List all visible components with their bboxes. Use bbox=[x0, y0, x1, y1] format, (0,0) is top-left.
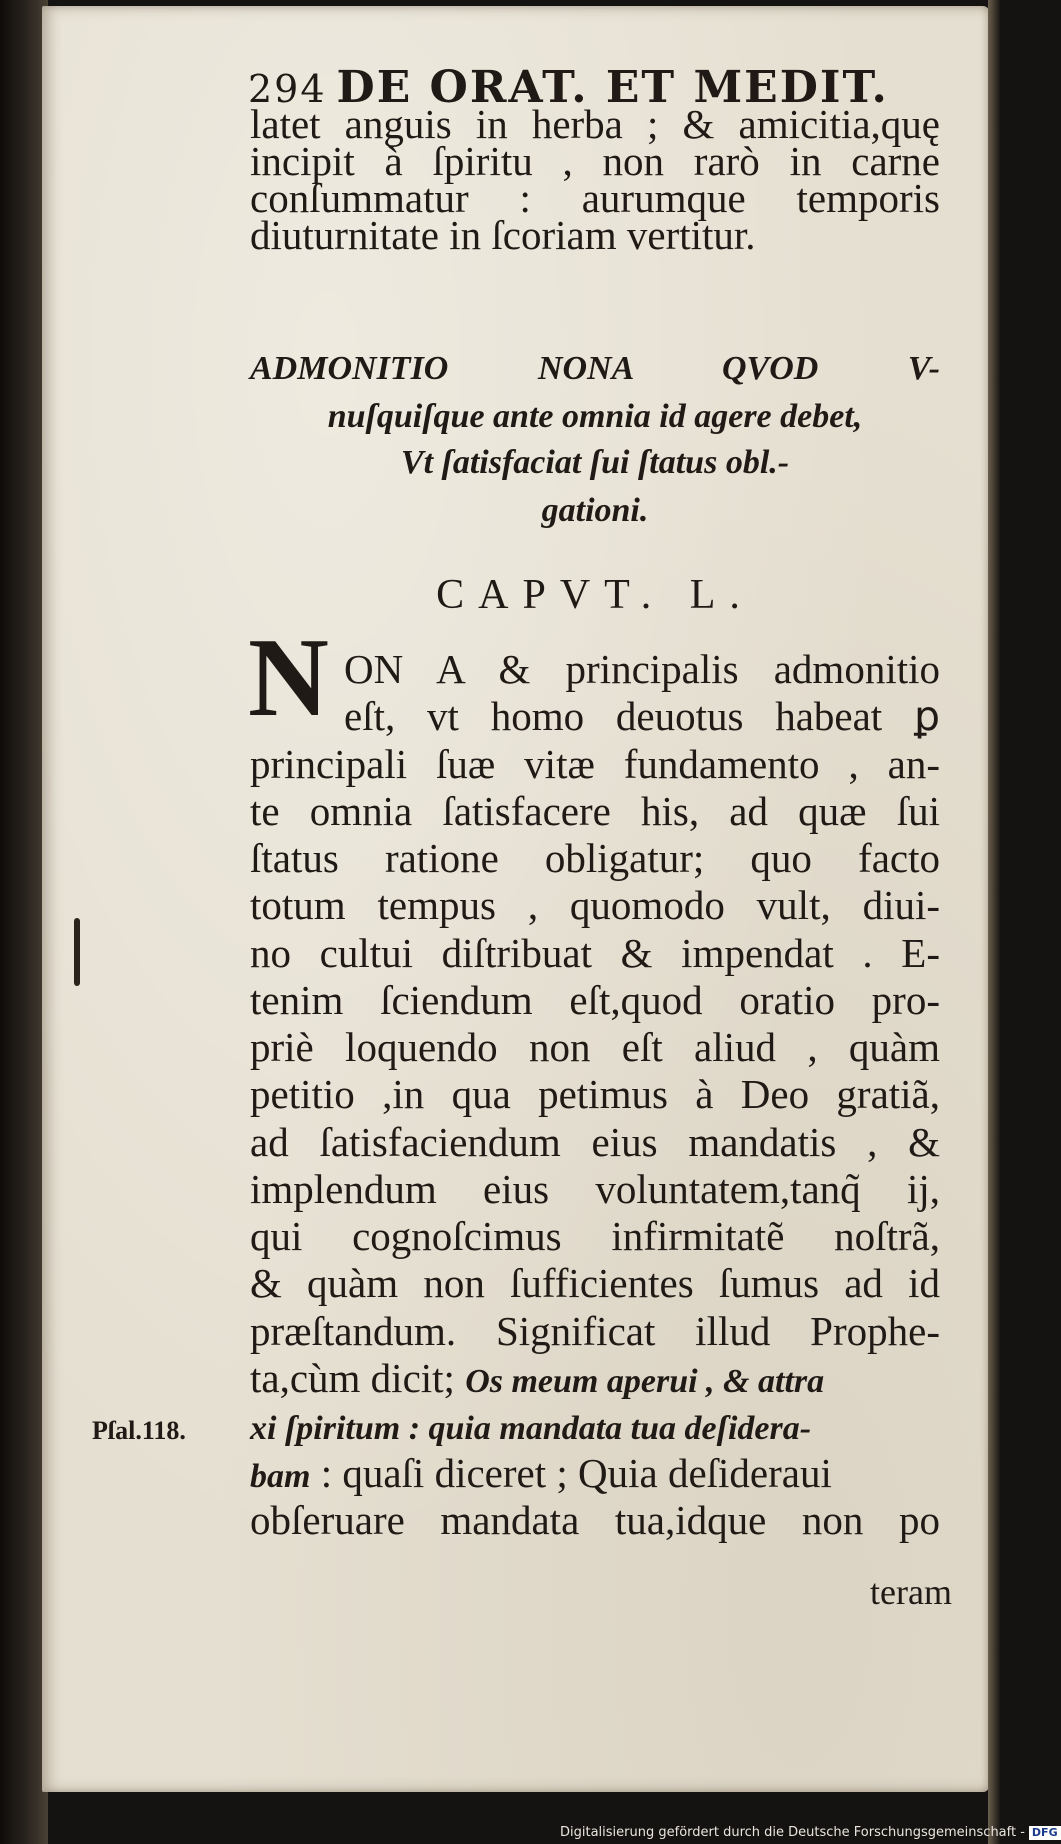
text-line bbox=[250, 1401, 940, 1453]
page-edge bbox=[988, 0, 1000, 1844]
psalm-quote: Os meum aperui , & attra bbox=[465, 1363, 825, 1400]
text-line: tenim ſciendum eſt,quod oratio pro- bbox=[250, 977, 940, 1023]
dfg-logo: DFG bbox=[1029, 1826, 1061, 1840]
text-line: no cultui diſtribuat & impendat . E- bbox=[250, 930, 940, 976]
catchword: teram bbox=[870, 1572, 952, 1612]
text-line: diuturnitate in ſcoriam vertitur. bbox=[250, 212, 756, 258]
chapter-heading-line: ADMONITIO NONA QVOD V- bbox=[250, 350, 940, 387]
psalm-quote: xi ſpiritum : quia mandata tua deſidera- bbox=[250, 1410, 812, 1447]
psalm-quote: bam bbox=[250, 1458, 311, 1495]
book-spine-shadow bbox=[0, 0, 48, 1844]
chapter-heading-line: nuſquiſque ante omnia id agere debet, bbox=[327, 398, 863, 435]
text-line: latet anguis in herba ; & amicitia,quę bbox=[250, 101, 940, 147]
drop-cap: N bbox=[248, 616, 329, 740]
text-line: ſtatus ratione obligatur; quo facto bbox=[250, 835, 940, 881]
text-line: totum tempus , quomodo vult, diui- bbox=[250, 882, 940, 928]
footer-text: Digitalisierung gefördert durch die Deutsche Forschungsgemeinschaft - bbox=[560, 1825, 1025, 1840]
text-line: qui cognoſcimus infirmitatẽ noſtrã, bbox=[250, 1213, 940, 1259]
margin-mark bbox=[74, 918, 80, 986]
text-line: priè loquendo non eſt aliud , quàm bbox=[250, 1024, 940, 1070]
page-number: 294 bbox=[248, 67, 327, 111]
text-segment: ta,cùm dicit; bbox=[250, 1355, 466, 1401]
text-line: te omnia ſatisfacere his, ad quæ ſui bbox=[250, 788, 940, 834]
text-line: petitio ,in qua petimus à Deo gratiã, bbox=[250, 1071, 940, 1117]
text-line: implendum eius voluntatem,tanq̃ ij, bbox=[250, 1166, 940, 1212]
text-line: incipit à ſpiritu , non rarò in carne bbox=[250, 138, 940, 184]
text-line: obſeruare mandata tua,idque non po bbox=[250, 1497, 940, 1543]
text-line: præſtandum. Significat illud Prophe- bbox=[250, 1308, 940, 1354]
text-line: ad ſatisfaciendum eius mandatis , & bbox=[250, 1119, 940, 1165]
text-line: & quàm non ſufficientes ſumus ad id bbox=[250, 1260, 940, 1306]
text-line bbox=[250, 1449, 940, 1501]
digitization-footer bbox=[560, 1821, 1058, 1844]
margin-note: Pſal.118. bbox=[92, 1416, 186, 1445]
running-title: DE ORAT. ET MEDIT. bbox=[336, 62, 889, 113]
text-line bbox=[250, 1354, 940, 1406]
text-line: ON A & principalis admonitio bbox=[344, 646, 940, 692]
text-line: principali ſuæ vitæ fundamento , an- bbox=[250, 741, 940, 787]
chapter-heading-line: Vt ſatisfaciat ſui ſtatus obl.- bbox=[400, 444, 790, 481]
text-segment: : quaſi diceret ; Quia deſideraui bbox=[310, 1450, 832, 1496]
text-line: conſummatur : aurumque temporis bbox=[250, 175, 940, 221]
text-line: eſt, vt homo deuotus habeat ꝑ bbox=[344, 693, 940, 739]
chapter-heading-line: gationi. bbox=[541, 492, 649, 529]
chapter-number: CAPVT. L. bbox=[436, 572, 754, 618]
